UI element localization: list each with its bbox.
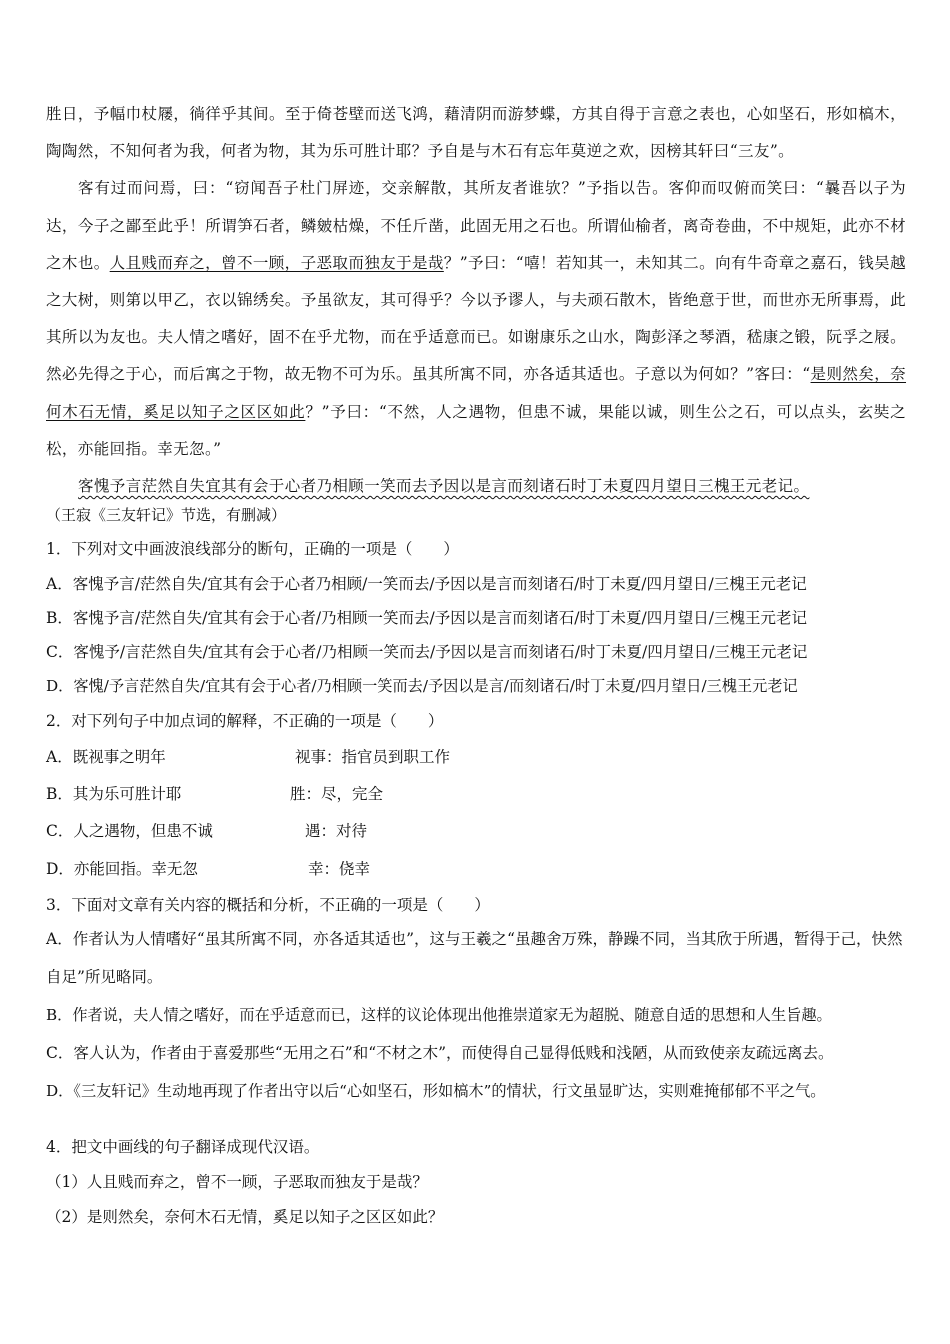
passage-paragraph-2 [46,170,906,468]
question-1-option-c: C．客愧予/言茫然自失/宜其有会于心者/乃相顾一笑而去/予因以是言而刻诸石/时丁未夏/四月望日/三槐王元老记 [46,643,808,661]
question-3-option-b: B．作者说，夫人情之嗜好，而在乎适意而已，这样的议论体现出他推崇道家无为超脱、随意自适的思想和人生旨趣。 [46,1006,832,1024]
passage-text: ？”予曰：“嘻！若知其一，未知其二。向有牛奇章之嘉石，钱吴越之大树，则第以甲乙，衣以锦绣矣。予虽欲友，其可得乎？今以予谬人，与夫顽石散木，皆绝意于世，而世亦无所事焉，此其所以为友也。夫人情之嗜好，固不在乎尤物，而在乎适意而已。如谢康乐之山水，陶彭泽之琴酒，嵇康之锻，阮孚之屐。然必先得之于心，而后寓之于物，故无物不可为乐。虽其所寓不同，亦各适其适也。子意以为何如？”客曰：“ [46,253,906,384]
question-3-options [46,920,906,1110]
question-3-option-d: D．《三友轩记》生动地再现了作者出守以后“心如坚石，形如槁木”的情状，行文虽显旷达，实则难掩郁郁不平之气。 [46,1082,826,1100]
passage-paragraph-1: 胜日，予幅巾杖屦，徜徉乎其间。至于倚苍壁而送飞鸿，藉清阴而游梦蝶，方其自得于言意之表也，心如坚石，形如槁木，陶陶然，不知何者为我，何者为物，其为乐可胜计耶？予自是与木石有忘年莫逆之欢，因榜其轩曰“三友”。 [46,105,906,161]
classical-passage [46,96,906,505]
question-2-stem: 2．对下列句子中加点词的解释，不正确的一项是（ ） [46,712,444,730]
passage-source: （王寂《三友轩记》节选，有删减） [46,506,287,524]
underlined-sentence-1: 人且贱而弃之，曾不一顾，子恶取而独友于是哉 [109,253,444,272]
question-4-stem: 4．把文中画线的句子翻译成现代汉语。 [46,1138,320,1156]
question-4-item-1: （1）人且贱而弃之，曾不一顾，子恶取而独友于是哉？ [46,1173,428,1191]
question-2-definition-b: 胜：尽，完全 [290,785,384,803]
question-2-definition-d: 幸：侥幸 [308,860,371,878]
question-1-option-d: D．客愧/予言茫然自失/宜其有会于心者/乃相顾一笑而去/予因以是言/而刻诸石/时丁未夏/四月望日/三槐王元老记 [46,677,798,695]
question-1-stem: 1．下列对文中画波浪线部分的断句，正确的一项是（ ） [46,540,459,558]
question-2-option-a: A．既视事之明年 [46,748,166,766]
question-2-definition-a: 视事：指官员到职工作 [295,748,451,766]
question-2-option-d: D．亦能回指。幸无忽 [46,860,198,878]
passage-paragraph-3 [46,468,906,505]
passage-text: ？”予曰：“不然，人之遇物，但患不诚，果能以诚，则生公之石，可以点头，玄奘之松，亦能回指。幸无忽。” [46,402,906,458]
question-2-definition-c: 遇：对待 [305,822,368,840]
question-3-option-a: A．作者认为人情嗜好“虽其所寓不同，亦各适其适也”，这与王羲之“虽趣舍万殊，静躁不同，当其欣于所遇，暂得于己，快然自足”所见略同。 [46,930,903,986]
question-2-option-b: B．其为乐可胜计耶 [46,785,182,803]
passage-text: 客有过而问焉，曰：“窃闻吾子杜门屏迹，交亲解散，其所友者谁欤？”予指以告。客仰而叹俯而笑曰：“曩吾以子为达，今子之鄙至此乎！所谓笋石者，鳞皴枯燥，不任斤凿，此固无用之石也。所谓仙榆者，离奇卷曲，不中规矩，此亦不材之木也。 [46,179,906,272]
question-1-option-b: B．客愧予言/茫然自失/宜其有会于心者/乃相顾一笑而去/予因以是言而刻诸石/时丁未夏/四月望日/三槐王元老记 [46,609,807,627]
question-4-item-2: （2）是则然矣，奈何木石无情，奚足以知子之区区如此？ [46,1208,444,1226]
wavy-underlined-passage: 客愧予言茫然自失宜其有会于心者乃相顾一笑而去予因以是言而刻诸石时丁未夏四月望日三槐王元老记。 [78,477,810,496]
question-2-option-c: C．人之遇物，但患不诚 [46,822,213,840]
question-3-stem: 3．下面对文章有关内容的概括和分析，不正确的一项是（ ） [46,896,490,914]
question-1-option-a: A．客愧予言/茫然自失/宜其有会于心者乃相顾/一笑而去/予因以是言而刻诸石/时丁未夏/四月望日/三槐王元老记 [46,575,807,593]
question-3-option-c: C．客人认为，作者由于喜爱那些“无用之石”和“不材之木”，而使得自己显得低贱和浅陋，从而致使亲友疏远离去。 [46,1044,834,1062]
underlined-sentence-2: 是则然矣，奈何木石无情，奚足以知子之区区如此 [46,365,907,421]
